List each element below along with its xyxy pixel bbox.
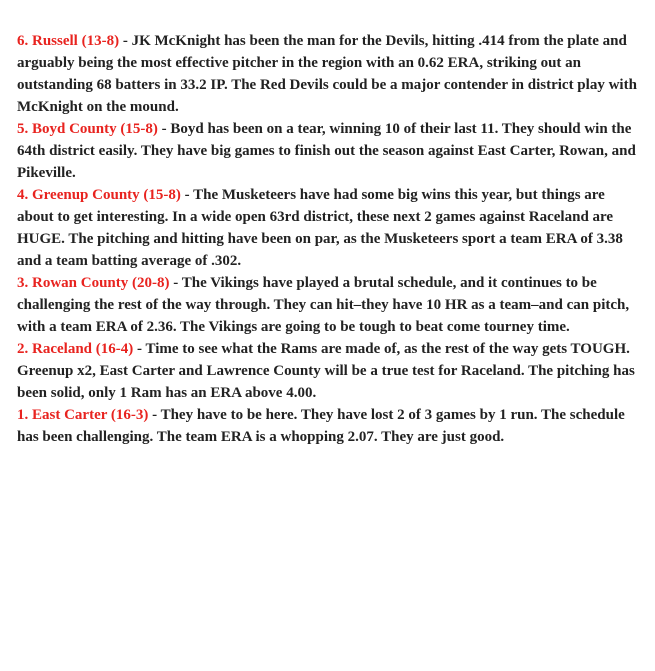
ranking-description: - Time to see what the Rams are made of, as the rest of the way gets TOUGH. Greenup x2, East Carter and Lawrence County will be a true test for Raceland. The pitching has been solid, only 1 Ram has an ERA above 4.00. — [17, 341, 635, 401]
team-link-east-carter[interactable]: 1. East Carter (16-3) — [17, 407, 149, 423]
ranking-entry-1 — [17, 404, 643, 448]
ranking-description: - The Musketeers have had some big wins this year, but things are about to get interesting. In a wide open 63rd district, these next 2 games against Raceland are HUGE. The pitching and hitting have been on par, as the Musketeers sport a team ERA of 3.38 and a team batting average of .302. — [17, 187, 623, 269]
team-link-rowan-county[interactable]: 3. Rowan County (20-8) — [17, 275, 170, 291]
ranking-entry-4 — [17, 184, 643, 272]
ranking-entry-6 — [17, 30, 643, 118]
ranking-description: - They have to be here. They have lost 2 of 3 games by 1 run. The schedule has been challenging. The team ERA is a whopping 2.07. They are just good. — [17, 407, 625, 445]
team-link-raceland[interactable]: 2. Raceland (16-4) — [17, 341, 134, 357]
ranking-entry-3 — [17, 272, 643, 338]
ranking-description: - The Vikings have played a brutal schedule, and it continues to be challenging the rest of the way through. They can hit–they have 10 HR as a team–and can pitch, with a team ERA of 2.36. The Vikings are going to be tough to beat come tourney time. — [17, 275, 630, 335]
team-link-greenup-county[interactable]: 4. Greenup County (15-8) — [17, 187, 181, 203]
ranking-description: - Boyd has been on a tear, winning 10 of their last 11. They should win the 64th district easily. They have big games to finish out the season against East Carter, Rowan, and Pikeville. — [17, 121, 636, 181]
ranking-description: - JK McKnight has been the man for the Devils, hitting .414 from the plate and arguably being the most effective pitcher in the region with an 0.62 ERA, striking out an outstanding 68 batters in 33.2 IP. The Red Devils could be a major contender in district play with McKnight on the mound. — [17, 33, 637, 115]
article-body — [17, 30, 643, 448]
team-link-russell[interactable]: 6. Russell (13-8) — [17, 33, 120, 49]
ranking-entry-2 — [17, 338, 643, 404]
ranking-entry-5 — [17, 118, 643, 184]
team-link-boyd-county[interactable]: 5. Boyd County (15-8) — [17, 121, 158, 137]
